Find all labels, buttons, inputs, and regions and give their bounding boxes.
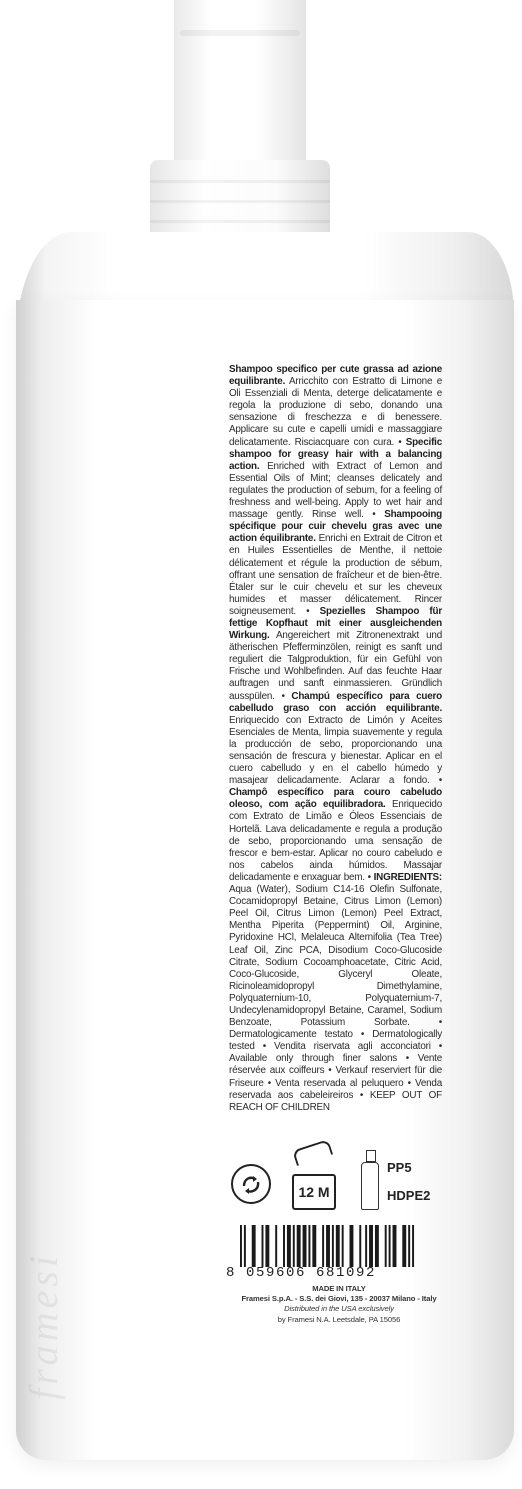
barcode-bar xyxy=(375,1225,379,1267)
barcode-bar xyxy=(359,1225,361,1267)
barcode-bar xyxy=(322,1225,324,1267)
barcode-bar xyxy=(350,1225,354,1267)
barcode-bar xyxy=(244,1225,246,1267)
barcode-bar xyxy=(369,1225,373,1267)
label-body: Enriquecido com Extrato de Limão e Óleos Essenciais de Hortelã. Lava delicadamente e regula a produção de sebo, proporcionando uma sensação de frescor e bem-estar. Aplicar no couro cabeludo e nos cabelos ainda húmidos. Massajar delicadamente e enxaguar bem. • xyxy=(229,799,442,883)
barcode-bar xyxy=(402,1225,406,1267)
barcode-bar xyxy=(336,1225,340,1267)
barcode-bar xyxy=(312,1225,316,1267)
barcode-bar xyxy=(389,1225,391,1267)
distribution-line: Distributed in the USA exclusively xyxy=(284,1304,394,1314)
barcode-bar xyxy=(365,1225,367,1267)
barcode-bar xyxy=(342,1225,344,1267)
barcode-bar xyxy=(332,1225,334,1267)
label-heading: Champô específico para couro cabeludo oleoso, com ação equilibradora. xyxy=(229,787,442,811)
barcode-bar xyxy=(385,1225,387,1267)
barcode-bar xyxy=(326,1225,330,1267)
pp-label: PP5 xyxy=(387,1160,412,1175)
label-body: Aqua (Water), Sodium C14-16 Olefin Sulfonate, Cocamidopropyl Betaine, Citrus Limon (Lemon) Peel Oil, Citrus Limon (Lemon) Peel Extract, Mentha Piperita (Peppermint) Oil, Arginine, Pyridoxine HCl, Melaleuca Alternifolia (Tea Tree) Leaf Oil, Zinc PCA, Disodium Coco-Glucoside Citrate, Sodium Cocoamphoacetate, Citric Acid, Coco-Glucoside, Glyceryl Oleate, Ricinoleamidopropyl Dimethylamine, Polyquaternium-10, Polyquaternium-7, Undecylenamidopropyl Betaine, Caramel, Sodium Benzoate, Potassium Sorbate. • Dermatologicamente testato • Dermatologically tested • Vendita riservata agli acconciatori • Available only through finer salons • Vente réservée aux coiffeurs • Verkauf reserviert für die Friseure • Venta reservada al peluquero • Venda reservada aos cabeleireiros • KEEP OUT OF REACH OF CHILDREN xyxy=(229,884,442,1113)
barcode-bar xyxy=(408,1225,410,1267)
packaging-symbols xyxy=(229,1150,459,1220)
label-heading: Spezielles Shampoo für fettige Kopfhaut mit einer ausgleichenden Wirkung. xyxy=(229,605,443,642)
label-body: Enriquecido con Extracto de Limón y Aceites Esenciales de Menta, limpia suavemente y regula la producción de sebo, proporcionando una sensación de frescura y bienestar. Aplicar en el cuero cabelludo y en el cabello húmedo y masajear delicadamente. Aclarar a fondo. • xyxy=(229,714,442,787)
label-heading: Shampoo specifico per cute grassa ad azione equilibrante. xyxy=(229,364,442,388)
barcode-bars xyxy=(240,1225,416,1267)
barcode-digits: 8 059606 681092 xyxy=(226,1265,377,1281)
label-body: Enrichi en Extrait de Citron et en Huiles Essentielles de Menthe, il nettoie délicatement et régule la production de sébum, offrant une sensation de fraîcheur et de bien-être. Étaler sur le cuir chevelu et sur les cheveux humides et masser délicatement. Rincer soigneusement. • xyxy=(229,533,442,617)
barcode-bar xyxy=(287,1225,291,1267)
label-heading: Shampooing spécifique pour cuir chevelu gras avec une action équilibrante. xyxy=(229,509,442,545)
barcode-bar xyxy=(252,1225,256,1267)
address-line: Framesi S.p.A. - S.S. dei Giovi, 135 - 20037 Milano - Italy xyxy=(241,1294,437,1304)
open-jar-icon xyxy=(289,1150,339,1210)
label-body: Enriched with Extract of Lemon and Essential Oils of Mint; cleanses delicately and regulates the production of sebum, for a feeling of freshness and well-being. Apply to wet hair and massage gently. Rinse well. • xyxy=(229,460,442,521)
barcode-bar xyxy=(275,1225,277,1267)
barcode-bar xyxy=(393,1225,397,1267)
recycle-icon xyxy=(231,1164,271,1204)
hdpe-label: HDPE2 xyxy=(387,1188,431,1203)
label-heading: Specific shampoo for greasy hair with a balancing action. xyxy=(229,436,442,472)
barcode-bar xyxy=(412,1225,414,1267)
barcode-bar xyxy=(297,1225,301,1267)
label-body: Arricchito con Estratto di Limone e Oli Essenziali di Menta, deterge delicatamente e regola la produzione di sebo, donando una sensazione di freschezza e di benessere. Applicare su cute e capelli umidi e massaggiare delicatamente. Risciacquare con cura. • xyxy=(229,376,442,448)
bottle-icon xyxy=(361,1150,379,1210)
product-label-text xyxy=(229,364,442,1114)
barcode-bar xyxy=(283,1225,285,1267)
barcode-bar xyxy=(293,1225,295,1267)
embossed-logo: framesi xyxy=(21,1252,66,1400)
label-heading: INGREDIENTS: xyxy=(373,871,442,883)
barcode-bar xyxy=(303,1225,307,1267)
barcode xyxy=(226,1225,418,1283)
label-body: Angereichert mit Zitronenextrakt und ätherischen Pfefferminzölen, reinigt es sanft und reguliert die Talgproduktion, für ein Gefühl von Frische und Wohlbefinden. Auf das feuchte Haar auftragen und sanft einmassieren. Gründlich ausspülen. • xyxy=(229,630,442,702)
barcode-bar xyxy=(265,1225,269,1267)
manufacturer-info xyxy=(229,1284,449,1325)
barcode-bar xyxy=(308,1225,310,1267)
made-in-line: MADE IN ITALY xyxy=(312,1284,366,1293)
barcode-bar xyxy=(240,1225,242,1267)
label-heading: Champú específico para cuero cabelludo graso con acción equilibrante. xyxy=(229,690,442,714)
barcode-bar xyxy=(262,1225,264,1267)
distributor-line: by Framesi N.A. Leetsdale, PA 15056 xyxy=(277,1314,401,1324)
pao-label: 12 M xyxy=(292,1174,336,1210)
